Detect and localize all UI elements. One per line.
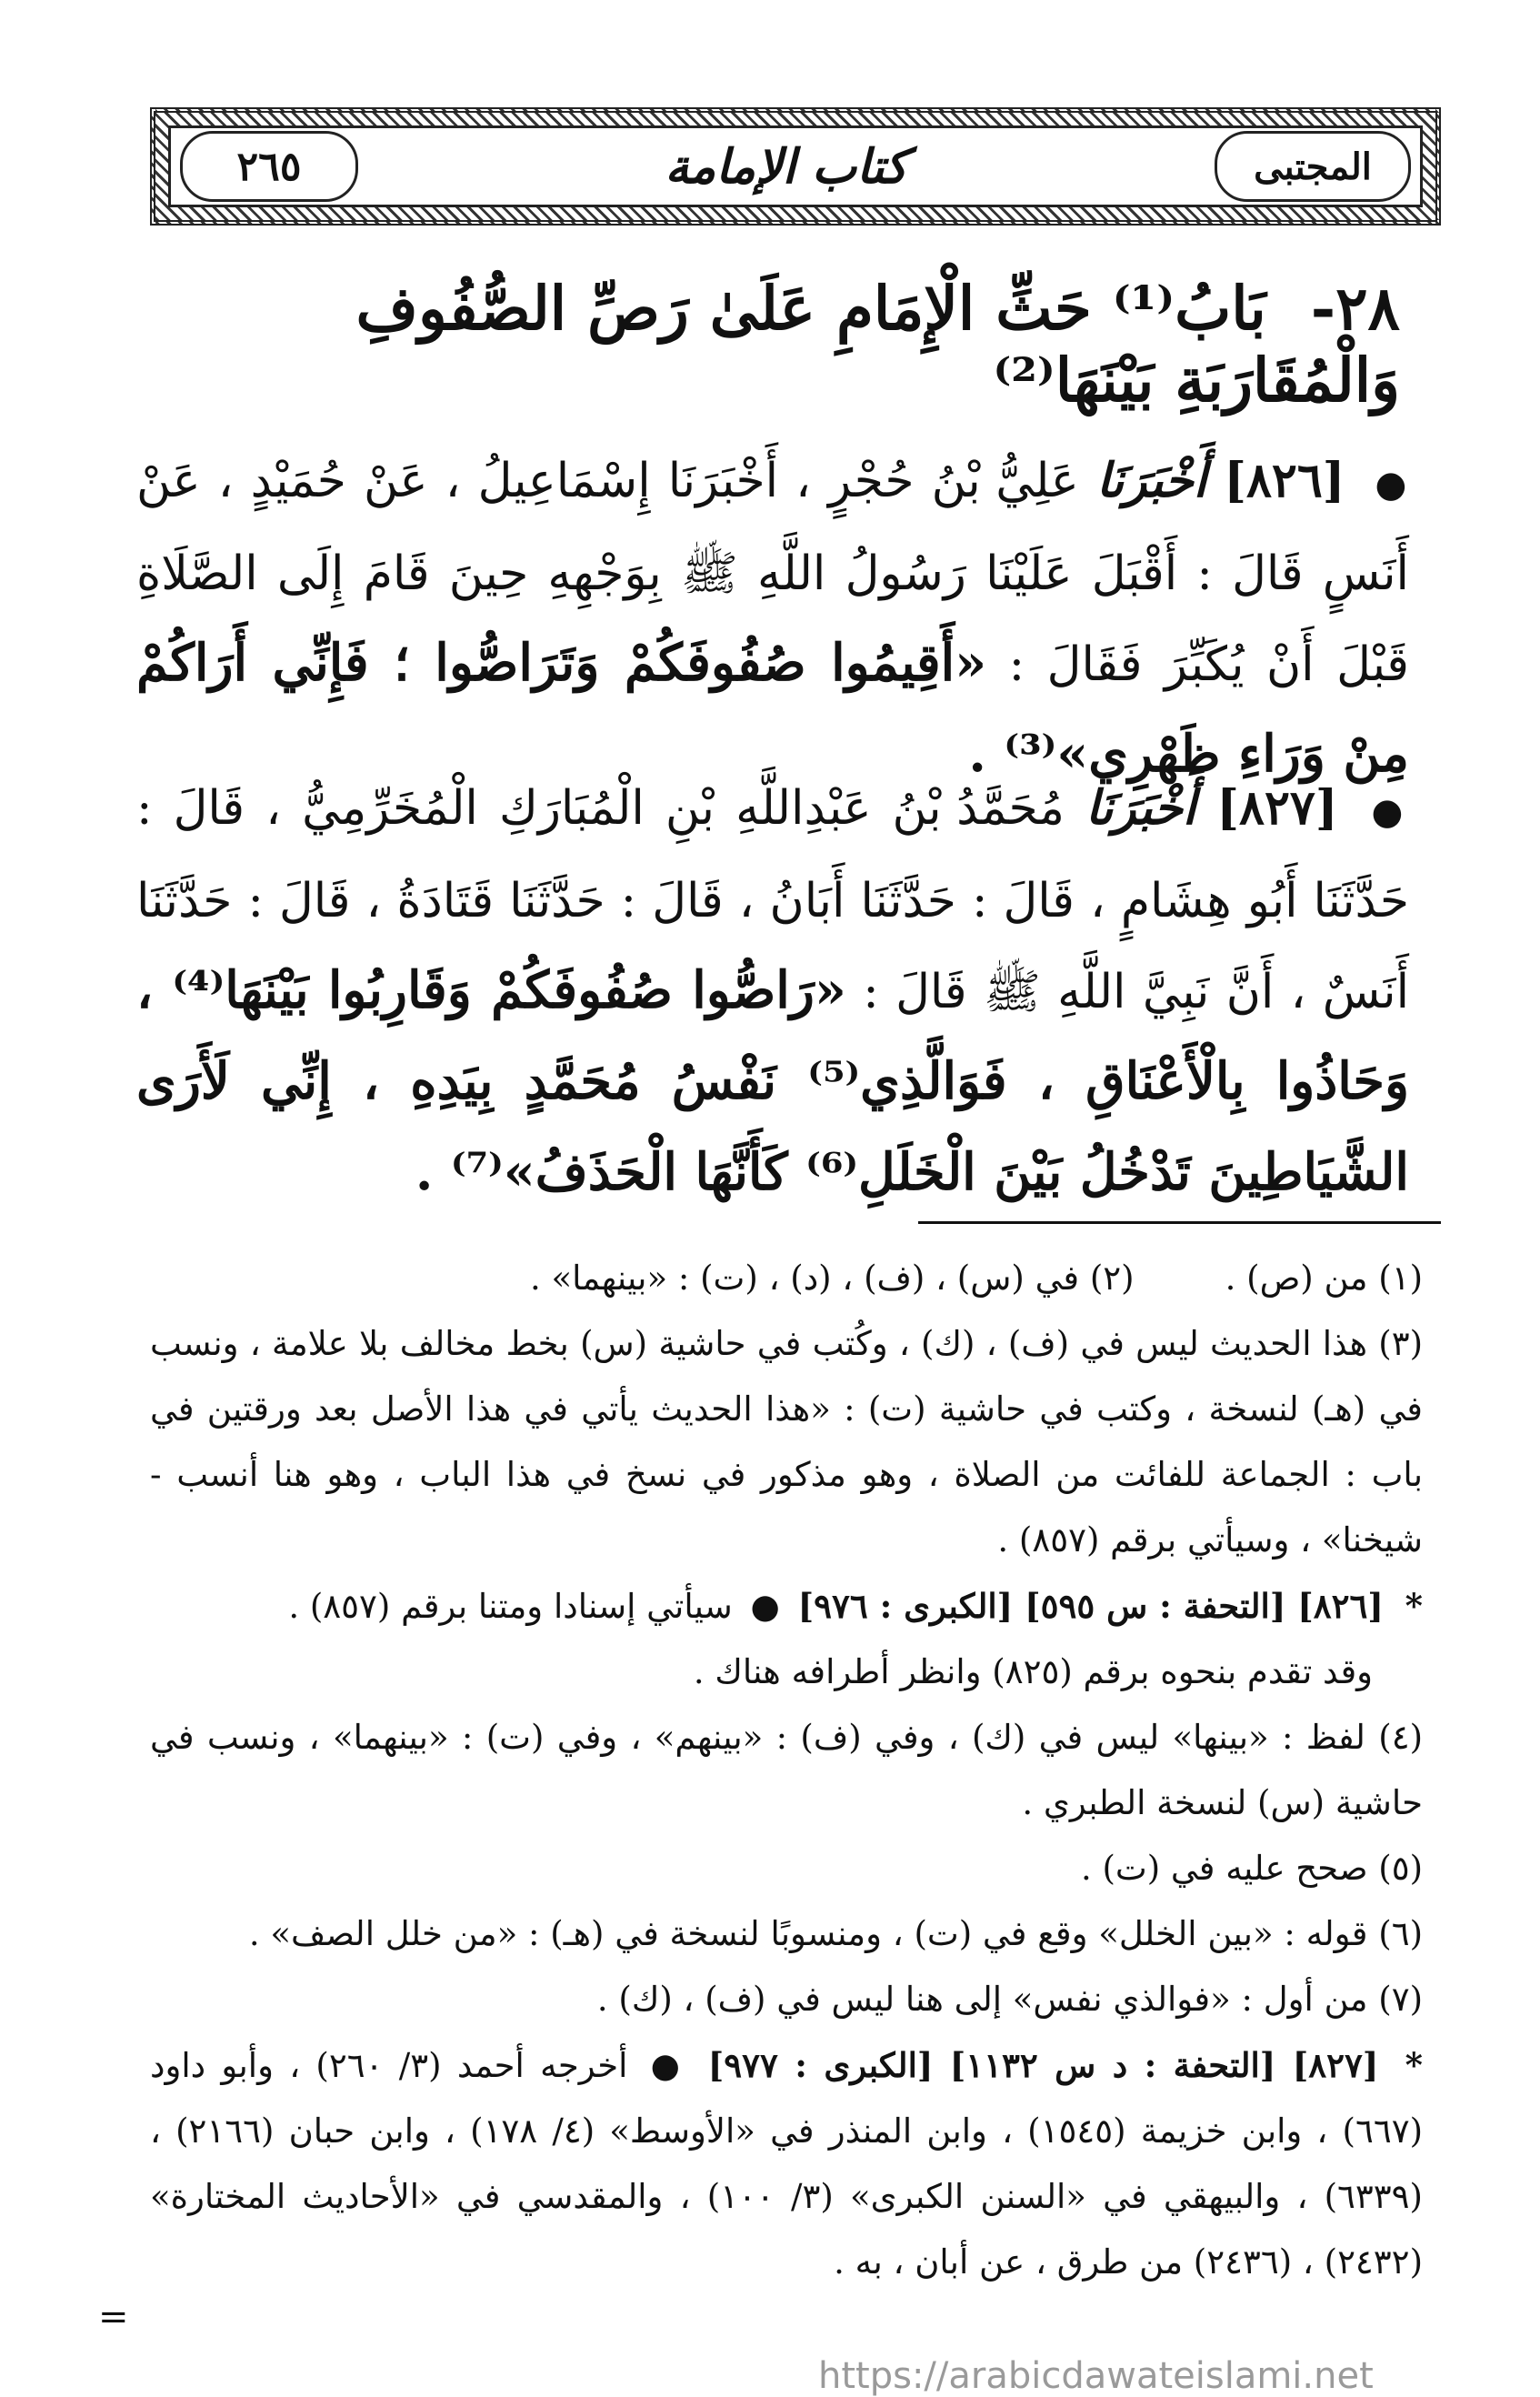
hadith-number: [٨٢٧] xyxy=(1216,780,1338,836)
footnote-6: (٦) قوله : «بين الخلل» وقع في (ت) ، ومنسوبًا لنسخة في (هـ) : «من خلل الصف» . xyxy=(248,1914,1423,1953)
hadith-number: [٨٢٦] xyxy=(1224,453,1345,508)
hadith-matn: «رَاصُّوا صُفُوفَكُمْ وَقَارِبُوا بَيْنَهَا⁽⁴⁾ ، وَحَاذُوا بِالْأَعْنَاقِ ، فَوَالَّذِي⁽⁵⁾ نَفْسُ مُحَمَّدٍ بِيَدِهِ ، إِنِّي لَأَرَى الشَّيَاطِينَ تَدْخُلُ بَيْنَ الْخَلَلِ⁽⁶⁾ كَأَنَّهَا الْحَذَفُ»⁽⁷⁾ . xyxy=(136,960,1409,1202)
bullet-icon: ● xyxy=(1375,464,1410,506)
book-logo: المجتبى xyxy=(1215,131,1411,202)
hadith-isnad: مُحَمَّدُ بْنُ عَبْدِاللَّهِ بْنِ الْمُبَارَكِ الْمُخَرِّمِيُّ ، قَالَ : حَدَّثَنَا أَبُو هِشَامٍ ، قَالَ : حَدَّثَنَا أَبَانُ ، قَالَ : حَدَّثَنَا قَتَادَةُ ، قَالَ : حَدَّثَنَا أَنَسٌ ، أَنَّ نَبِيَّ اللَّهِ ﷺ قَالَ : xyxy=(136,781,1410,1019)
footnote-row xyxy=(150,1246,1423,1311)
hadith-opening: أَخْبَرَنَا xyxy=(1095,453,1207,508)
asterisk-icon: * xyxy=(1405,2045,1423,2085)
footnote-3: (٣) هذا الحديث ليس في (ف) ، (ك) ، وكُتب في حاشية (س) بخط مخالف بلا علامة ، ونسب في (هـ) لنسخة ، وكتب في حاشية (ت) : «هذا الحديث يأتي في هذا الأصل بعد ورقتين في باب : الجماعة للفائت من الصلاة ، وهو مذكور في نسخ في هذا الباب ، وهو هنا أنسب - شيخنا» ، وسيأتي برقم (٨٥٧) . xyxy=(150,1324,1423,1560)
footnote-7: (٧) من أول : «فوالذي نفس» إلى هنا ليس في (ف) ، (ك) . xyxy=(596,1980,1423,2019)
footnote-1: (١) من (ص) . xyxy=(1225,1259,1423,1298)
margin-mark: = xyxy=(98,2296,129,2338)
reference-text: أخرجه أحمد (٣/ ٢٦٠) ، وأبو داود (٦٦٧) ، وابن خزيمة (١٥٤٥) ، وابن المنذر في «الأوسط» (٤/ ١٧٨) ، وابن حبان (٢١٦٦) ، (٦٣٣٩) ، والبيهقي في «السنن الكبرى» (٣/ ١٠٠) ، والمقدسي في «الأحاديث المختارة» (٢٤٣٢) ، (٢٤٣٦) من طرق ، عن أبان ، به . xyxy=(150,2046,1424,2282)
book-title: كتاب الإمامة xyxy=(665,138,908,195)
footnote-divider xyxy=(918,1221,1441,1224)
bullet-icon: ● xyxy=(650,2046,685,2085)
hadith-827 xyxy=(136,764,1409,1219)
chapter-heading xyxy=(164,273,1400,416)
hadith-matn: «أَقِيمُوا صُفُوفَكُمْ وَتَرَاصُّوا ؛ فَإِنِّي أَرَاكُمْ مِنْ وَرَاءِ ظَهْرِي»⁽³⁾ . xyxy=(136,633,1409,784)
hadith-826 xyxy=(136,436,1409,800)
footnote-2: (٢) في (س) ، (ف) ، (د) ، (ت) : «بينهما» . xyxy=(529,1259,1135,1298)
reference-codes: [٨٢٧] [التحفة : د س ١١٣٢] [الكبرى : ٩٧٧] xyxy=(707,2045,1379,2085)
asterisk-icon: * xyxy=(1405,1586,1423,1626)
page-header xyxy=(150,107,1441,226)
chapter-number: ٢٨- xyxy=(1310,273,1400,344)
reference-text: سيأتي إسنادا ومتنا برقم (٨٥٧) . xyxy=(288,1587,733,1626)
reference-827 xyxy=(150,2032,1423,2295)
reference-826-continued: وقد تقدم بنحوه برقم (٨٢٥) وانظر أطرافه هناك . xyxy=(693,1652,1373,1691)
page-number: ٢٦٥ xyxy=(180,131,358,202)
hadith-opening: أَخْبَرَنَا xyxy=(1085,780,1196,836)
reference-codes: [٨٢٦] [التحفة : س ٥٩٥] [الكبرى : ٩٧٦] xyxy=(797,1586,1384,1626)
chapter-title: بَابُ⁽¹⁾ حَثِّ الْإِمَامِ عَلَىٰ رَصِّ الصُّفُوفِ وَالْمُقَارَبَةِ بَيْنَهَا⁽²⁾ xyxy=(355,273,1400,416)
reference-826 xyxy=(150,1573,1423,1640)
watermark-url: https://arabicdawateislami.net xyxy=(818,2355,1374,2397)
footnote-4: (٤) لفظ : «بينها» ليس في (ك) ، وفي (ف) : «بينهم» ، وفي (ت) : «بينهما» ، ونسب في حاشية (س) لنسخة الطبري . xyxy=(150,1718,1423,1822)
hadith-isnad: عَلِيُّ بْنُ حُجْرٍ ، أَخْبَرَنَا إِسْمَاعِيلُ ، عَنْ حُمَيْدٍ ، عَنْ أَنَسٍ قَالَ : أَقْبَلَ عَلَيْنَا رَسُولُ اللَّهِ ﷺ بِوَجْهِهِ حِينَ قَامَ إِلَى الصَّلَاةِ قَبْلَ أَنْ يُكَبِّرَ فَقَالَ : xyxy=(136,454,1410,692)
header-frame xyxy=(168,125,1423,207)
bullet-icon: ● xyxy=(1371,791,1409,833)
footnote-5: (٥) صحح عليه في (ت) . xyxy=(1080,1849,1423,1888)
bullet-icon: ● xyxy=(750,1587,780,1626)
footnotes xyxy=(150,1246,1423,2295)
